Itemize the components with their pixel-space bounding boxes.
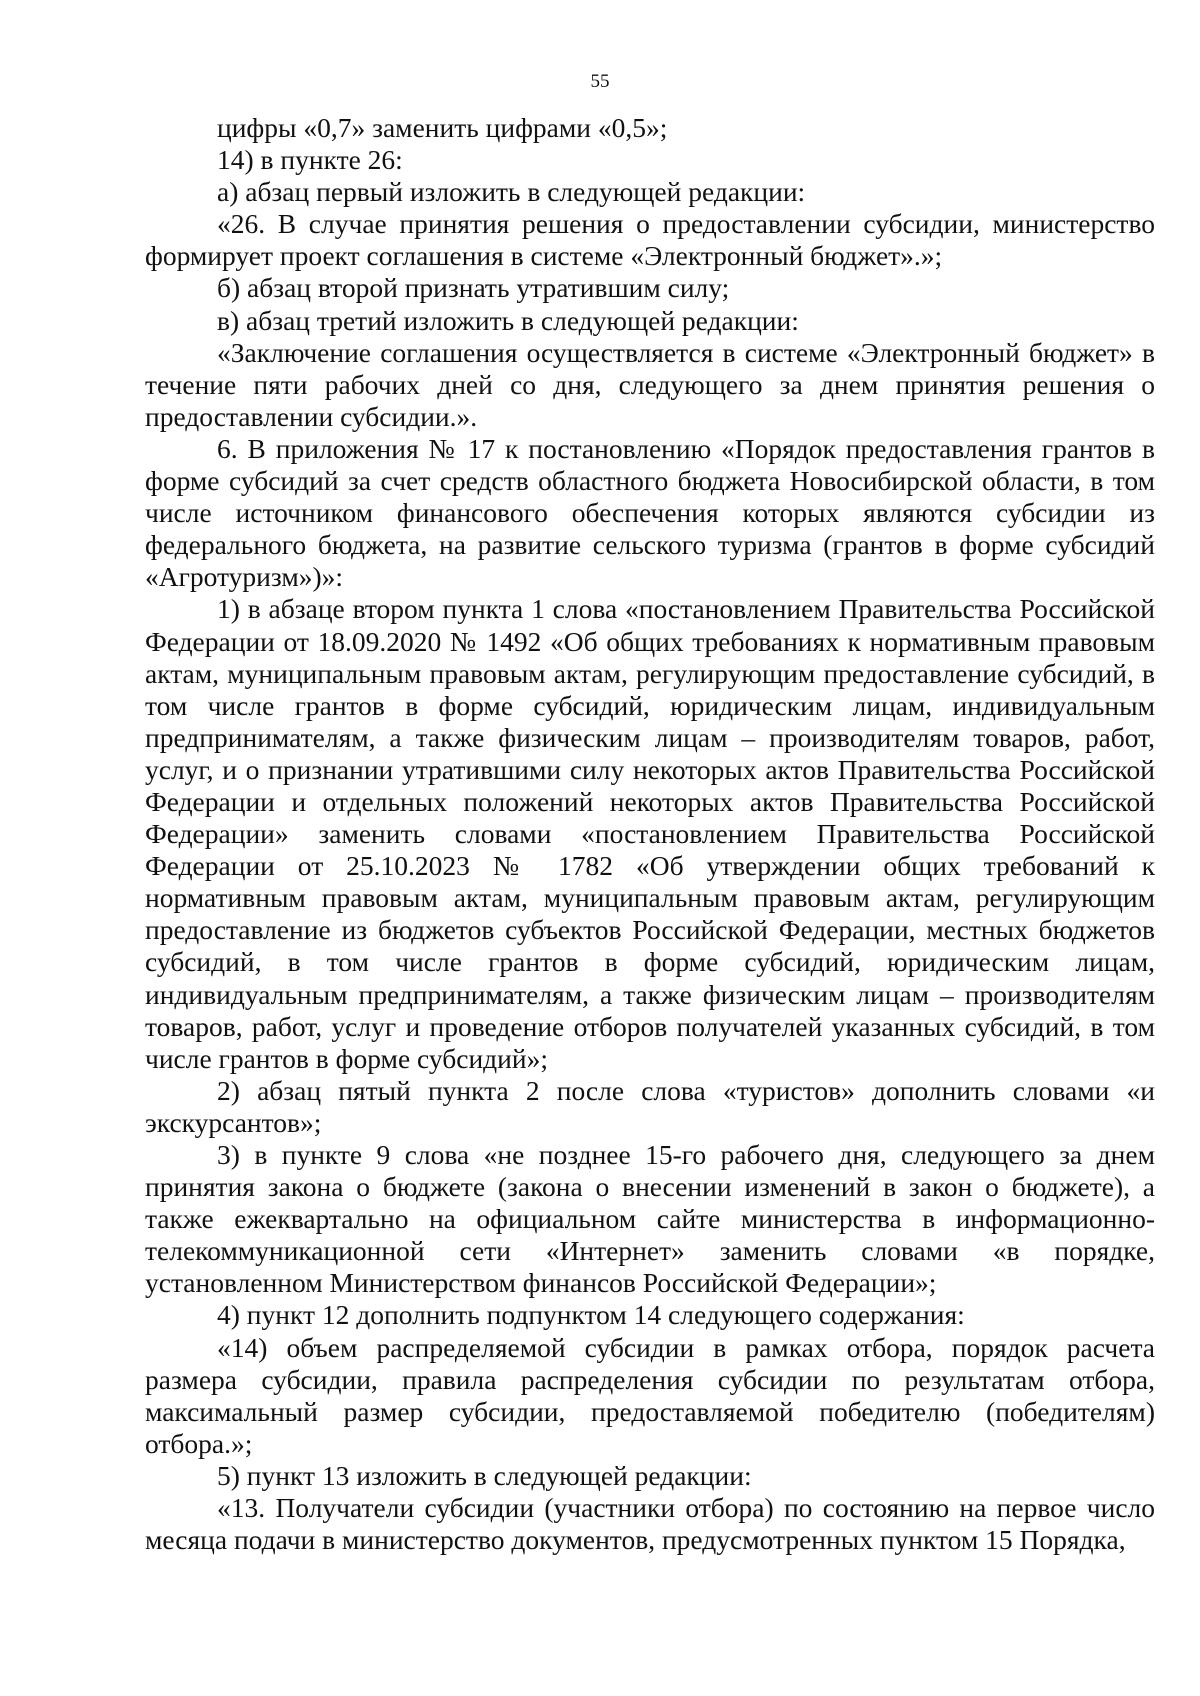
- paragraph: 1) в абзаце втором пункта 1 слова «постановлением Правительства Российской Федерации от 18.09.2020 № 1492 «Об общих требованиях к нормативным правовым актам, муниципальным правовым актам, регулирующим предоставление субсидий, в том числе грантов в форме субсидий, юридическим лицам, индивидуальным предпринимателям, а также физическим лицам – производителям товаров, работ, услуг, и о признании утратившими силу некоторых актов Правительства Российской Федерации и отдельных положений некоторых актов Правительства Российской Федерации» заменить словами «постановлением Правительства Российской Федерации от 25.10.2023 № 1782 «Об утверждении общих требований к нормативным правовым актам, муниципальным правовым актам, регулирующим предоставление из бюджетов субъектов Российской Федерации, местных бюджетов субсидий, в том числе грантов в форме субсидий, юридическим лицам, индивидуальным предпринимателям, а также физическим лицам – производителям товаров, работ, услуг и проведение отборов получателей указанных субсидий, в том числе грантов в форме субсидий»;: [145, 593, 1155, 1074]
- paragraph: 6. В приложения № 17 к постановлению «Порядок предоставления грантов в форме субсидий за счет средств областного бюджета Новосибирской области, в том числе источником финансового обеспечения которых являются субсидии из федерального бюджета, на развитие сельского туризма (грантов в форме субсидий «Агротуризм»)»:: [145, 432, 1155, 593]
- paragraph: б) абзац второй признать утратившим силу;: [217, 272, 730, 304]
- page-number: 55: [590, 71, 610, 92]
- paragraph: в) абзац третий изложить в следующей редакции:: [217, 304, 799, 336]
- paragraph: «13. Получатели субсидии (участники отбора) по состоянию на первое число месяца подачи в министерство документов, предусмотренных пунктом 15 Порядка,: [145, 1492, 1155, 1556]
- paragraph: «26. В случае принятия решения о предоставлении субсидии, министерство формирует проект соглашения в системе «Электронный бюджет».»;: [145, 208, 1155, 272]
- paragraph: 3) в пункте 9 слова «не позднее 15-го рабочего дня, следующего за днем принятия закона о бюджете (закона о внесении изменений в закон о бюджете), а также ежеквартально на официальном сайте министерства в информационно-телекоммуникационной сети «Интернет» заменить словами «в порядке, установленном Министерством финансов Российской Федерации»;: [145, 1139, 1155, 1299]
- paragraph: «Заключение соглашения осуществляется в системе «Электронный бюджет» в течение пяти рабочих дней со дня, следующего за днем принятия решения о предоставлении субсидии.».: [145, 336, 1155, 432]
- paragraph: 5) пункт 13 изложить в следующей редакции:: [217, 1459, 752, 1491]
- paragraph: 2) абзац пятый пункта 2 после слова «туристов» дополнить словами «и экскурсантов»;: [145, 1074, 1155, 1138]
- paragraph: 14) в пункте 26:: [217, 144, 403, 176]
- paragraph: а) абзац первый изложить в следующей редакции:: [217, 176, 806, 208]
- paragraph: 4) пункт 12 дополнить подпунктом 14 следующего содержания:: [217, 1299, 965, 1331]
- paragraph: «14) объем распределяемой субсидии в рамках отбора, порядок расчета размера субсидии, правила распределения субсидии по результатам отбора, максимальный размер субсидии, предоставляемой победителю (победителям) отбора.»;: [145, 1331, 1155, 1459]
- document-body: [145, 112, 1155, 1556]
- paragraph: цифры «0,7» заменить цифрами «0,5»;: [217, 112, 668, 143]
